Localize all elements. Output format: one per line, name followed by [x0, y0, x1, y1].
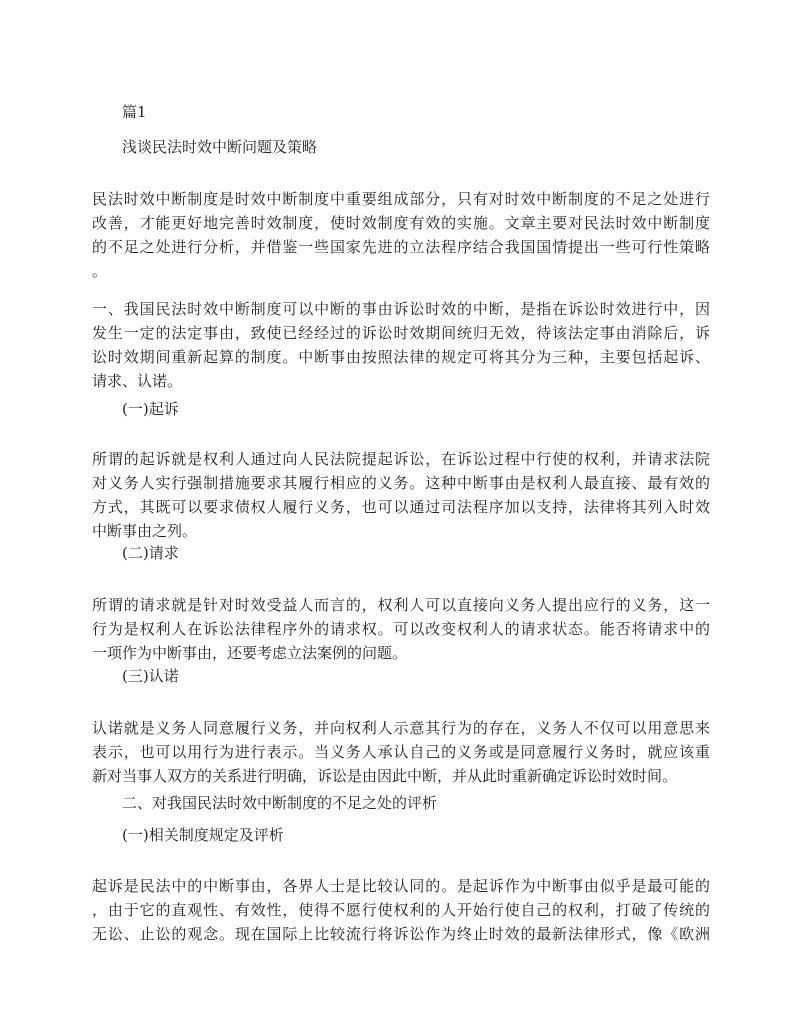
section1-line: 讼时效期间重新起算的制度。中断事由按照法律的规定可将其分为三种，主要包括起诉、 — [92, 348, 710, 366]
sub1-line: 方式，其既可以要求债权人履行义务，也可以通过司法程序加以支持，法律将其列入时效 — [92, 498, 710, 516]
section1-line: 一、我国民法时效中断制度可以中断的事由诉讼时效的中断，是指在诉讼时效进行中，因 — [92, 300, 710, 318]
sub3-line: 表示，也可以用行为进行表示。当义务人承认自己的义务或是同意履行义务时，就应该重 — [92, 743, 710, 761]
intro-line: 。 — [92, 262, 108, 280]
sub1-line: 中断事由之列。 — [92, 522, 198, 540]
section2-sub1-line: 起诉是民法中的中断事由，各界人士是比较认同的。是起诉作为中断事由似乎是最可能的 — [92, 877, 710, 895]
sub2-heading: (二)请求 — [122, 544, 179, 562]
section1-paragraph — [92, 297, 710, 393]
section1-line: 请求、认诺。 — [92, 372, 183, 390]
intro-paragraph — [92, 187, 710, 283]
sub2-paragraph — [92, 593, 710, 665]
sub1-paragraph — [92, 447, 710, 543]
section2-sub1-paragraph — [92, 874, 710, 946]
intro-line: 改善，才能更好地完善时效制度，使时效制度有效的实施。文章主要对民法时效中断制度 — [92, 214, 710, 232]
section2-sub1-heading: (一)相关制度规定及评析 — [122, 826, 284, 844]
sub1-line: 所谓的起诉就是权利人通过向人民法院提起诉讼，在诉讼过程中行使的权利，并请求法院 — [92, 450, 710, 468]
sub3-heading: (三)认诺 — [122, 667, 179, 685]
document-title: 浅谈民法时效中断问题及策略 — [122, 138, 318, 156]
intro-line: 的不足之处进行分析，并借鉴一些国家先进的立法程序结合我国国情提出一些可行性策略 — [92, 238, 710, 256]
sub3-line: 新对当事人双方的关系进行明确，诉讼是由因此中断，并从此时重新确定诉讼时效时间。 — [92, 767, 678, 785]
sub1-heading: (一)起诉 — [122, 400, 179, 418]
sub2-line: 行为是权利人在诉讼法律程序外的请求权。可以改变权利人的请求状态。能否将请求中的 — [92, 620, 710, 638]
sub2-line: 所谓的请求就是针对时效受益人而言的，权利人可以直接向义务人提出应行的义务，这一 — [92, 596, 710, 614]
section2-sub1-line: 无讼、止讼的观念。现在国际上比较流行将诉讼作为终止时效的最新法律形式，像《欧洲 — [92, 925, 710, 943]
sub3-line: 认诺就是义务人同意履行义务，并向权利人示意其行为的存在，义务人不仅可以用意思来 — [92, 719, 710, 737]
section-label: 篇1 — [122, 103, 147, 121]
section1-line: 发生一定的法定事由，致使已经经过的诉讼时效期间统归无效，待该法定事由消除后，诉 — [92, 324, 710, 342]
sub3-paragraph — [92, 716, 710, 788]
intro-line: 民法时效中断制度是时效中断制度中重要组成部分，只有对时效中断制度的不足之处进行 — [92, 190, 710, 208]
section2-heading: 二、对我国民法时效中断制度的不足之处的评析 — [122, 794, 438, 812]
sub1-line: 对义务人实行强制措施要求其履行相应的义务。这种中断事由是权利人最直接、最有效的 — [92, 474, 710, 492]
sub2-line: 一项作为中断事由，还要考虑立法案例的问题。 — [92, 644, 408, 662]
section2-sub1-line: ，由于它的直观性、有效性，使得不愿行使权利的人开始行使自己的权利，打破了传统的 — [92, 901, 710, 919]
